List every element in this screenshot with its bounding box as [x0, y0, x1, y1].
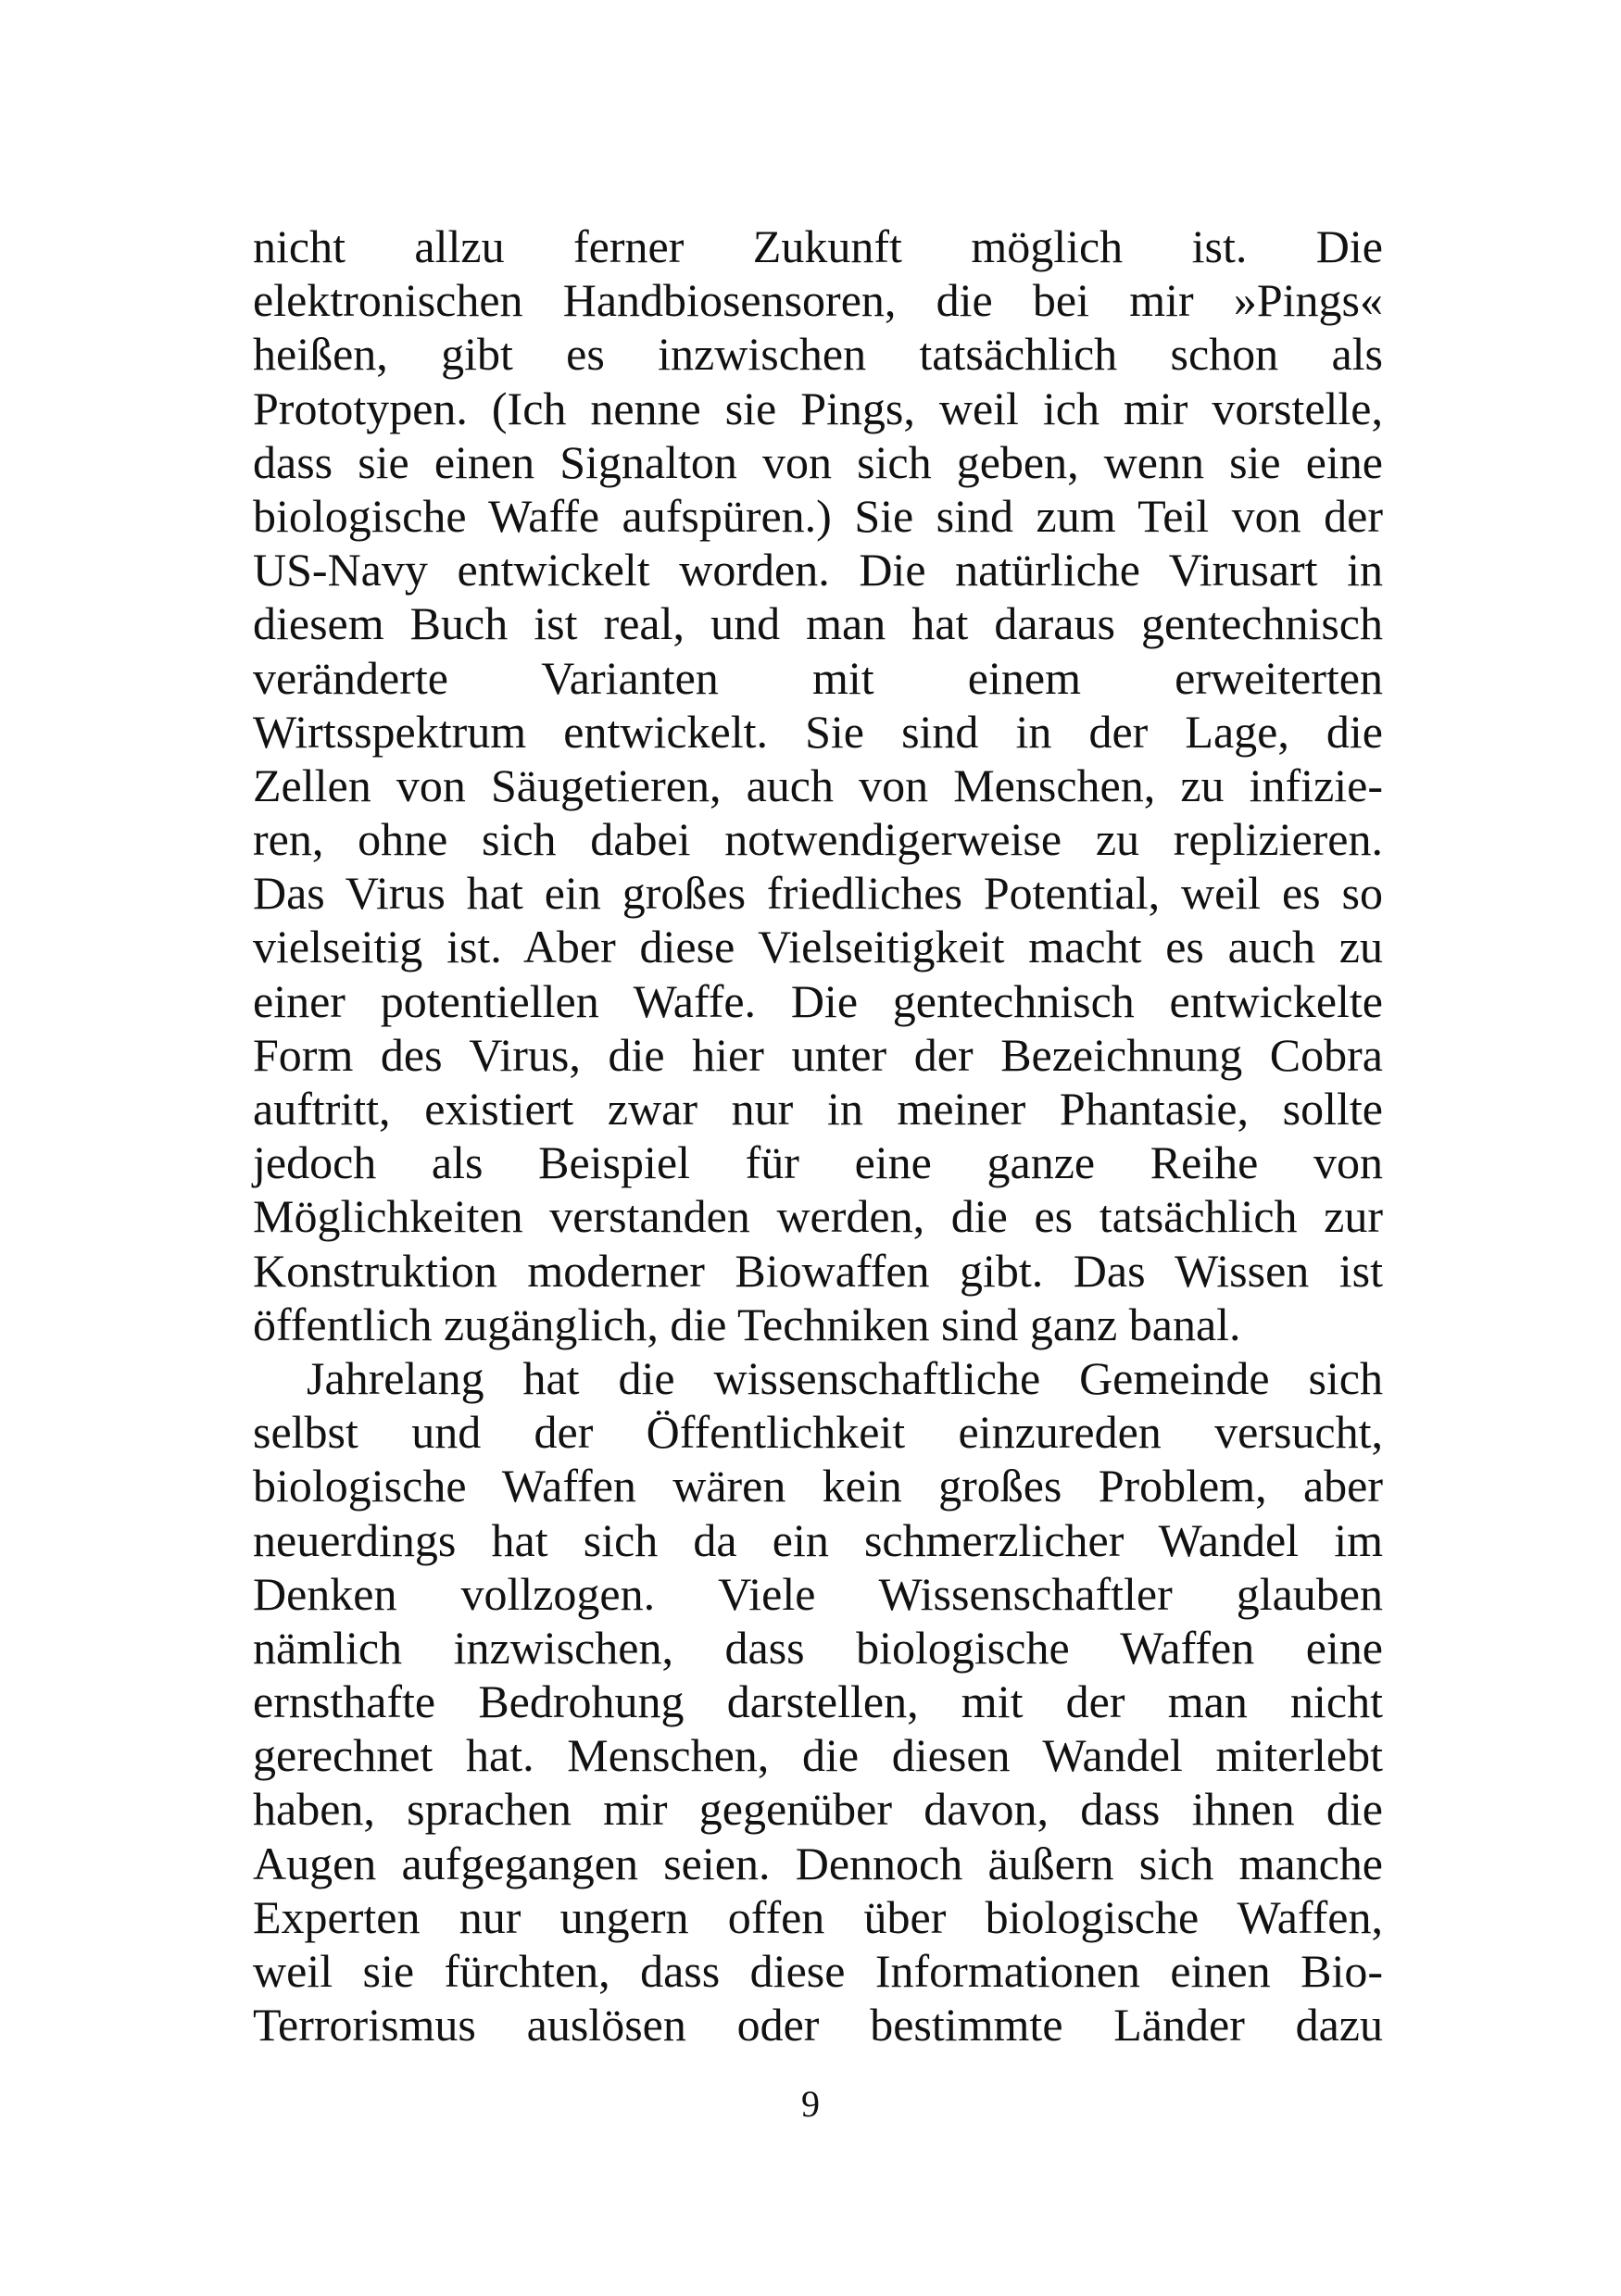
text-line: biologische Waffen wären kein großes Problem, aber: [253, 1460, 1383, 1512]
text-line: Form des Virus, die hier unter der Bezeichnung Cobra: [253, 1028, 1383, 1081]
text-line: ernsthafte Bedrohung darstellen, mit der man nicht: [253, 1675, 1383, 1728]
text-line: neuerdings hat sich da ein schmerzlicher Wandel im: [253, 1513, 1383, 1566]
text-line: Terrorismus auslösen oder bestimmte Länder dazu: [253, 1999, 1383, 2051]
paragraph-2: [253, 1351, 1383, 2051]
text-line: gerechnet hat. Menschen, die diesen Wandel miterlebt: [253, 1729, 1383, 1782]
text-line: ren, ohne sich dabei notwendigerweise zu replizieren.: [253, 813, 1383, 866]
body-text: [253, 220, 1383, 2051]
text-line: Wirtsspektrum entwickelt. Sie sind in der Lage, die: [253, 705, 1383, 758]
text-line: Experten nur ungern offen über biologische Waffen,: [253, 1890, 1383, 1943]
text-line: auftritt, existiert zwar nur in meiner Phantasie, sollte: [253, 1083, 1383, 1135]
text-line: biologische Waffe aufspüren.) Sie sind zum Teil von der: [253, 489, 1383, 542]
text-line: weil sie fürchten, dass diese Informationen einen Bio-: [253, 1945, 1383, 1997]
text-line: Augen aufgegangen seien. Dennoch äußern sich manche: [253, 1837, 1383, 1889]
text-line: nicht allzu ferner Zukunft möglich ist. Die: [253, 220, 1383, 272]
text-line: elektronischen Handbiosensoren, die bei mir »Pings«: [253, 274, 1383, 327]
text-line: nämlich inzwischen, dass biologische Waffen eine: [253, 1621, 1383, 1674]
text-line: Jahrelang hat die wissenschaftliche Gemeinde sich: [307, 1351, 1383, 1404]
text-line: dass sie einen Signalton von sich geben, wenn sie eine: [253, 435, 1383, 488]
text-line: haben, sprachen mir gegenüber davon, dass ihnen die: [253, 1783, 1383, 1836]
text-line: Konstruktion moderner Biowaffen gibt. Das Wissen ist: [253, 1244, 1383, 1297]
text-line: jedoch als Beispiel für eine ganze Reihe von: [253, 1136, 1383, 1189]
text-line: Das Virus hat ein großes friedliches Potential, weil es so: [253, 867, 1383, 920]
text-line: US-Navy entwickelt worden. Die natürliche Virusart in: [253, 544, 1383, 596]
page-number: 9: [801, 2083, 820, 2125]
text-line: selbst und der Öffentlichkeit einzureden versucht,: [253, 1406, 1383, 1459]
text-line: öffentlich zugänglich, die Techniken sind ganz banal.: [253, 1298, 1241, 1350]
text-line: heißen, gibt es inzwischen tatsächlich schon als: [253, 328, 1383, 381]
text-line: vielseitig ist. Aber diese Vielseitigkeit macht es auch zu: [253, 921, 1383, 973]
text-line: diesem Buch ist real, und man hat daraus gentechnisch: [253, 597, 1383, 650]
text-line: Denken vollzogen. Viele Wissenschaftler glauben: [253, 1567, 1383, 1620]
paragraph-1: [253, 220, 1383, 1351]
text-line: einer potentiellen Waffe. Die gentechnisch entwickelte: [253, 974, 1383, 1027]
text-line: veränderte Varianten mit einem erweiterten: [253, 651, 1383, 704]
text-line: Möglichkeiten verstanden werden, die es tatsächlich zur: [253, 1190, 1383, 1243]
text-line: Zellen von Säugetieren, auch von Menschen, zu infizie-: [253, 759, 1383, 811]
text-line: Prototypen. (Ich nenne sie Pings, weil ich mir vorstelle,: [253, 382, 1383, 434]
